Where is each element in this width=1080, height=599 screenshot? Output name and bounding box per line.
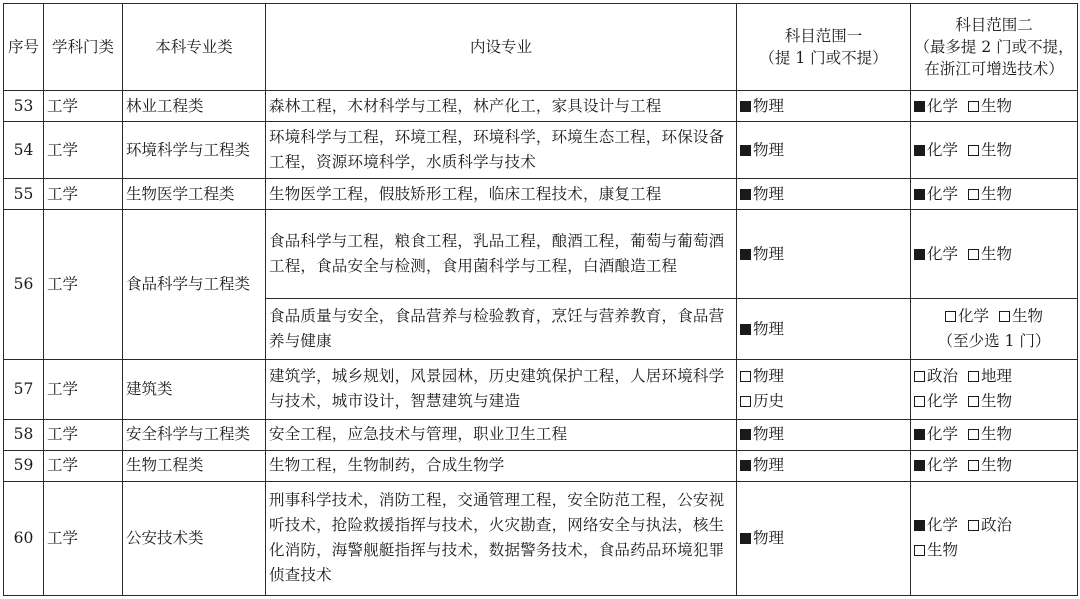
row-class: 安全科学与工程类 (123, 419, 266, 450)
subject-label: 化学 (927, 244, 959, 263)
subject-label: 物理 (753, 140, 785, 159)
row-class: 生物工程类 (123, 450, 266, 481)
row-range2 (911, 210, 1078, 299)
header-range2-note1: （最多提 2 门或不提， (914, 38, 1074, 57)
subject-label: 化学 (957, 307, 989, 325)
unchecked-box-icon (968, 429, 979, 440)
row-range2 (911, 359, 1078, 419)
checked-box-icon (740, 429, 751, 440)
row-majors: 食品质量与安全，食品营养与检验教育，烹饪与营养教育，食品营养与健康 (266, 299, 737, 359)
subject-label: 物理 (753, 244, 785, 263)
row-majors: 森林工程，木材科学与工程，林产化工，家具设计与工程 (266, 91, 737, 122)
subject-label: 生物 (981, 392, 1013, 411)
subject-label: 生物 (927, 541, 959, 560)
row-index: 56 (4, 210, 44, 359)
subject-label: 物理 (753, 184, 785, 203)
subject-label: 地理 (981, 367, 1013, 386)
row-range1 (737, 481, 911, 595)
subject-label: 生物 (981, 456, 1013, 475)
row-category: 工学 (44, 91, 123, 122)
unchecked-box-icon (945, 311, 956, 322)
row-range2 (911, 450, 1078, 481)
table-row (4, 122, 1078, 179)
row-range1 (737, 419, 911, 450)
checked-box-icon (740, 324, 751, 335)
table-row (4, 91, 1078, 122)
subject-label: 生物 (981, 96, 1013, 115)
row-range1 (737, 210, 911, 299)
row-category: 工学 (44, 122, 123, 179)
row-index: 60 (4, 481, 44, 595)
row-majors: 生物医学工程，假肢矫形工程，临床工程技术，康复工程 (266, 179, 737, 210)
checked-box-icon (914, 145, 925, 156)
row-range1 (737, 299, 911, 359)
unchecked-box-icon (968, 371, 979, 382)
unchecked-box-icon (914, 396, 925, 407)
checked-box-icon (740, 101, 751, 112)
checked-box-icon (914, 249, 925, 260)
checked-box-icon (740, 145, 751, 156)
subject-label: 物理 (753, 425, 785, 444)
header-range2-title: 科目范围二 (955, 16, 1033, 35)
subject-label: 化学 (927, 456, 959, 475)
checked-box-icon (914, 429, 925, 440)
subject-label: 物理 (753, 367, 785, 386)
subject-label: 生物 (981, 184, 1013, 203)
checked-box-icon (914, 520, 925, 531)
row-range2 (911, 91, 1078, 122)
unchecked-box-icon (968, 520, 979, 531)
row-index: 53 (4, 91, 44, 122)
header-majors: 内设专业 (266, 4, 737, 91)
row-majors: 食品科学与工程，粮食工程，乳品工程，酿酒工程，葡萄与葡萄酒工程，食品安全与检测，食用菌科学与工程，白酒酿造工程 (266, 210, 737, 299)
subject-label: 生物 (981, 244, 1013, 263)
header-row (4, 4, 1078, 91)
unchecked-box-icon (968, 145, 979, 156)
row-category: 工学 (44, 481, 123, 595)
table-row (4, 481, 1078, 595)
table-row (4, 179, 1078, 210)
subject-label: 政治 (927, 367, 959, 386)
header-range1-note: （提 1 门或不提） (759, 49, 888, 68)
row-majors: 生物工程，生物制药，合成生物学 (266, 450, 737, 481)
unchecked-box-icon (914, 371, 925, 382)
subject-label: 物理 (753, 96, 785, 115)
row-range1 (737, 122, 911, 179)
row-range2 (911, 122, 1078, 179)
row-category: 工学 (44, 359, 123, 419)
checked-box-icon (914, 101, 925, 112)
row-index: 58 (4, 419, 44, 450)
row-majors: 安全工程，应急技术与管理，职业卫生工程 (266, 419, 737, 450)
row-category: 工学 (44, 179, 123, 210)
row-majors: 刑事科学技术，消防工程，交通管理工程，安全防范工程，公安视听技术，抢险救援指挥与技术，火灾勘查，网络安全与执法，核生化消防，海警舰艇指挥与技术，数据警务技术，食品药品环境犯罪侦查技术 (266, 481, 737, 595)
subject-label: 生物 (981, 140, 1013, 159)
row-range1 (737, 179, 911, 210)
subject-label: 政治 (981, 516, 1013, 535)
row-range2 (911, 481, 1078, 595)
unchecked-box-icon (968, 249, 979, 260)
unchecked-box-icon (740, 396, 751, 407)
row-index: 57 (4, 359, 44, 419)
table-row (4, 210, 1078, 299)
row-range1 (737, 450, 911, 481)
checked-box-icon (740, 189, 751, 200)
row-range1 (737, 91, 911, 122)
header-range1 (737, 4, 911, 91)
row-category: 工学 (44, 419, 123, 450)
unchecked-box-icon (968, 460, 979, 471)
checked-box-icon (740, 460, 751, 471)
unchecked-box-icon (968, 101, 979, 112)
row-index: 54 (4, 122, 44, 179)
row-class: 食品科学与工程类 (123, 210, 266, 359)
subject-label: 化学 (927, 96, 959, 115)
row-class: 林业工程类 (123, 91, 266, 122)
table-row (4, 419, 1078, 450)
checked-box-icon (914, 189, 925, 200)
row-majors: 环境科学与工程，环境工程，环境科学，环境生态工程，环保设备工程，资源环境科学，水质科学与技术 (266, 122, 737, 179)
subject-label: 化学 (927, 425, 959, 444)
checked-box-icon (740, 533, 751, 544)
row-index: 55 (4, 179, 44, 210)
subject-label: 化学 (927, 140, 959, 159)
row-majors: 建筑学，城乡规划，风景园林，历史建筑保护工程，人居环境科学与技术，城市设计，智慧建筑与建造 (266, 359, 737, 419)
subject-label: 历史 (753, 392, 785, 411)
unchecked-box-icon (968, 189, 979, 200)
subject-label: 物理 (753, 456, 785, 475)
header-category: 学科门类 (44, 4, 123, 91)
subject-label: 生物 (981, 425, 1013, 444)
subject-label: 化学 (927, 184, 959, 203)
subject-label: 化学 (927, 516, 959, 535)
checked-box-icon (914, 460, 925, 471)
table-row (4, 359, 1078, 419)
row-range2 (911, 179, 1078, 210)
subject-label: 物理 (753, 319, 785, 338)
range2-note: （至少选 1 门） (937, 332, 1051, 350)
header-range1-title: 科目范围一 (784, 27, 863, 46)
subject-label: 化学 (927, 392, 959, 411)
row-range1 (737, 359, 911, 419)
subject-label: 物理 (753, 528, 785, 547)
row-class: 生物医学工程类 (123, 179, 266, 210)
header-range2-note2: 在浙江可增选技术） (924, 60, 1064, 79)
row-class: 公安技术类 (123, 481, 266, 595)
row-range2 (911, 299, 1078, 359)
row-category: 工学 (44, 210, 123, 359)
unchecked-box-icon (914, 545, 925, 556)
header-range2 (911, 4, 1078, 91)
subject-requirements-table (3, 3, 1078, 596)
unchecked-box-icon (968, 396, 979, 407)
subject-label: 生物 (1012, 307, 1044, 325)
row-category: 工学 (44, 450, 123, 481)
row-index: 59 (4, 450, 44, 481)
header-index: 序号 (4, 4, 44, 91)
row-class: 建筑类 (123, 359, 266, 419)
unchecked-box-icon (999, 311, 1010, 322)
header-class: 本科专业类 (123, 4, 266, 91)
unchecked-box-icon (740, 371, 751, 382)
row-range2 (911, 419, 1078, 450)
checked-box-icon (740, 249, 751, 260)
row-class: 环境科学与工程类 (123, 122, 266, 179)
table-row (4, 450, 1078, 481)
